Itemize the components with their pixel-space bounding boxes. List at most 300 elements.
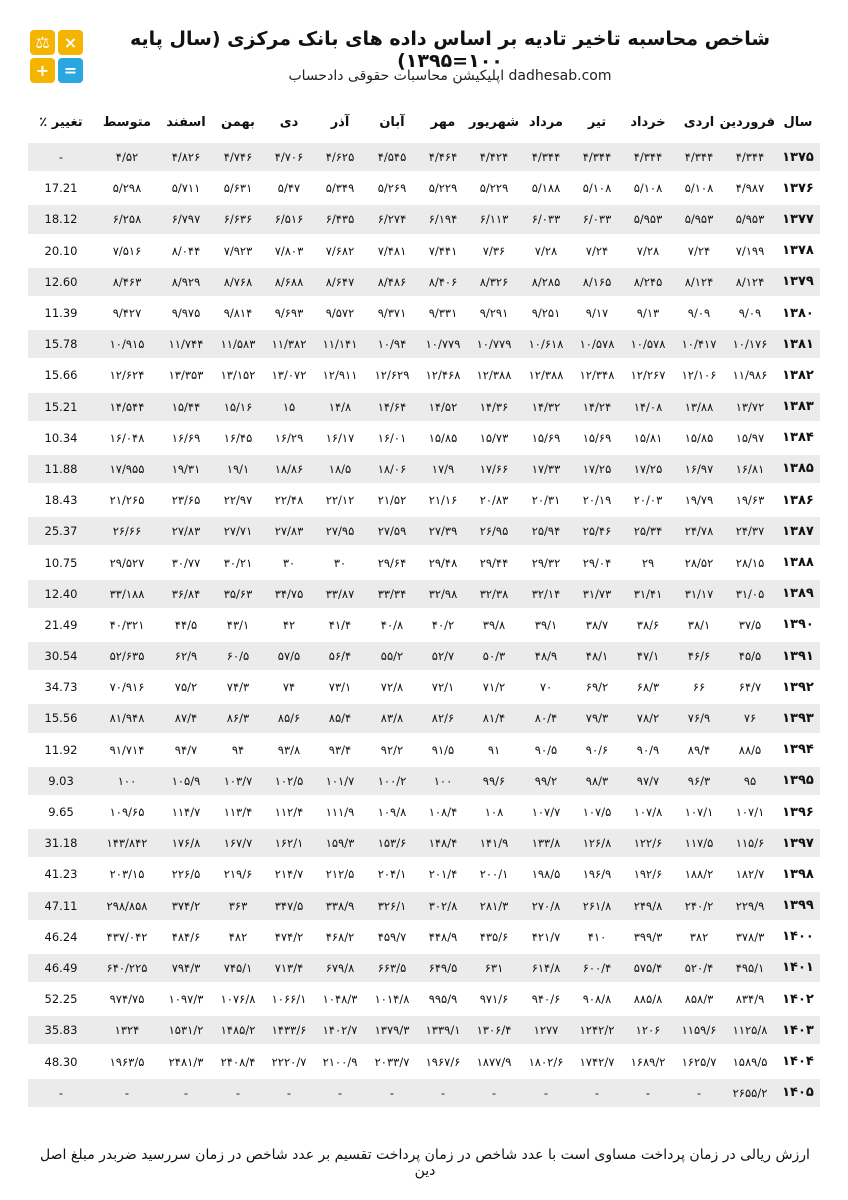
- table-cell: ۷/۲۸: [520, 237, 572, 265]
- table-cell: ۱۴۱/۹: [468, 829, 520, 857]
- table-cell: ۱۲۰۶: [622, 1016, 674, 1044]
- year-cell: ۱۳۹۰: [776, 611, 820, 639]
- table-cell: ۹۱: [468, 736, 520, 764]
- table-cell: ۱۲/۲۶۷: [622, 361, 674, 389]
- table-cell: ۲۵/۳۴: [622, 517, 674, 545]
- table-cell: ۵/۲۲۹: [468, 174, 520, 202]
- table-cell: ۱۰۳/۷: [212, 767, 264, 795]
- table-cell: -: [28, 1079, 94, 1107]
- table-cell: ۵/۱۰۸: [674, 174, 724, 202]
- table-cell: ۸۹/۴: [674, 736, 724, 764]
- table-cell: ۲۷/۷۱: [212, 517, 264, 545]
- table-cell: ۵۶/۴: [314, 642, 366, 670]
- table-cell: ۱۰/۵۷۸: [622, 330, 674, 358]
- table-cell: -: [674, 1079, 724, 1107]
- table-cell: ۵/۷۱۱: [160, 174, 212, 202]
- table-row: [28, 1016, 820, 1044]
- table-cell: ۸/۱۲۴: [724, 268, 776, 296]
- page-title: شاخص محاسبه تاخیر تادیه بر اساس داده های بانک مرکزی (سال پایه ۱۰۰=۱۳۹۵): [129, 28, 771, 72]
- table-cell: ۱۶/۲۹: [264, 424, 314, 452]
- table-cell: ۶/۵۱۶: [264, 205, 314, 233]
- table-cell: ۲۹۸/۸۵۸: [94, 892, 160, 920]
- table-cell: ۱۸۷۷/۹: [468, 1047, 520, 1075]
- table-cell: ۸/۹۲۹: [160, 268, 212, 296]
- table-cell: ۱۰۸/۴: [418, 798, 468, 826]
- table-cell: ۷۹۴/۳: [160, 954, 212, 982]
- table-row: [28, 548, 820, 576]
- table-cell: 9.03: [28, 767, 94, 795]
- year-cell: ۱۳۸۲: [776, 361, 820, 389]
- table-cell: ۹/۸۱۴: [212, 299, 264, 327]
- site-subtitle: dadhesab.com اپلیکیشن محاسبات حقوقی دادحساب: [288, 68, 612, 84]
- table-cell: ۲۹/۴۸: [418, 548, 468, 576]
- table-row: [28, 860, 820, 888]
- table-cell: ۸/۴۶۳: [94, 268, 160, 296]
- table-cell: ۱۹۸/۵: [520, 860, 572, 888]
- table-cell: ۲۶/۹۵: [468, 517, 520, 545]
- table-cell: ۷۴: [264, 673, 314, 701]
- table-cell: ۴/۶۲۵: [314, 143, 366, 171]
- table-body: [28, 143, 820, 1107]
- table-cell: ۴۰/۳۲۱: [94, 611, 160, 639]
- table-cell: ۴۸/۱: [572, 642, 622, 670]
- table-row: [28, 174, 820, 202]
- table-cell: ۹۵: [724, 767, 776, 795]
- table-cell: 46.24: [28, 923, 94, 951]
- table-cell: ۹/۱۷: [572, 299, 622, 327]
- table-cell: ۱۴/۶۴: [366, 393, 418, 421]
- table-cell: ۱۷۶/۸: [160, 829, 212, 857]
- table-cell: ۶۷۹/۸: [314, 954, 366, 982]
- table-row: [28, 954, 820, 982]
- table-cell: ۷/۶۸۲: [314, 237, 366, 265]
- table-cell: ۸۱/۹۴۸: [94, 704, 160, 732]
- table-cell: ۳۳/۱۸۸: [94, 580, 160, 608]
- table-cell: ۱۴۸۵/۲: [212, 1016, 264, 1044]
- table-cell: ۷۳/۱: [314, 673, 366, 701]
- year-cell: ۱۳۸۶: [776, 486, 820, 514]
- scale-icon: ⚖: [30, 30, 55, 55]
- year-cell: ۱۳۸۹: [776, 580, 820, 608]
- table-cell: 10.34: [28, 424, 94, 452]
- table-cell: ۹۴/۷: [160, 736, 212, 764]
- table-cell: ۶/۲۵۸: [94, 205, 160, 233]
- table-cell: ۴/۵۲: [94, 143, 160, 171]
- table-cell: ۳۳/۳۴: [366, 580, 418, 608]
- table-cell: ۲۴۰/۲: [674, 892, 724, 920]
- table-cell: ۲۹/۶۴: [366, 548, 418, 576]
- table-cell: ۵/۱۸۸: [520, 174, 572, 202]
- table-cell: ۸/۰۴۴: [160, 237, 212, 265]
- table-cell: ۳۳/۸۷: [314, 580, 366, 608]
- table-cell: 12.40: [28, 580, 94, 608]
- table-cell: ۳۲/۱۴: [520, 580, 572, 608]
- table-cell: ۸/۴۰۶: [418, 268, 468, 296]
- table-cell: ۴۰/۸: [366, 611, 418, 639]
- table-row: [28, 205, 820, 233]
- table-cell: ۲۱/۵۲: [366, 486, 418, 514]
- table-cell: ۳۹/۸: [468, 611, 520, 639]
- table-cell: ۹۴: [212, 736, 264, 764]
- table-cell: ۲۰۱/۴: [418, 860, 468, 888]
- table-row: [28, 393, 820, 421]
- table-cell: ۵۰/۳: [468, 642, 520, 670]
- table-cell: ۹۶/۳: [674, 767, 724, 795]
- table-cell: ۱۴/۸: [314, 393, 366, 421]
- table-cell: ۷۲/۱: [418, 673, 468, 701]
- table-cell: ۹۰۸/۸: [572, 985, 622, 1013]
- table-cell: ۹/۰۹: [674, 299, 724, 327]
- table-cell: ۴/۳۴۴: [724, 143, 776, 171]
- table-row: [28, 1047, 820, 1075]
- table-cell: ۷۰: [520, 673, 572, 701]
- table-cell: -: [468, 1079, 520, 1107]
- table-cell: ۱۰۰: [94, 767, 160, 795]
- table-cell: ۵/۲۲۹: [418, 174, 468, 202]
- table-cell: ۸/۲۸۵: [520, 268, 572, 296]
- table-cell: ۹۷/۷: [622, 767, 674, 795]
- table-row: [28, 361, 820, 389]
- table-cell: ۳۹۹/۳: [622, 923, 674, 951]
- table-cell: ۴/۸۲۶: [160, 143, 212, 171]
- table-cell: ۱۰۰/۲: [366, 767, 418, 795]
- table-row: [28, 580, 820, 608]
- table-cell: ۲۰۳/۱۵: [94, 860, 160, 888]
- table-cell: ۴۵۹/۷: [366, 923, 418, 951]
- table-cell: -: [28, 143, 94, 171]
- year-cell: ۱۴۰۳: [776, 1016, 820, 1044]
- table-cell: ۶۰۰/۴: [572, 954, 622, 982]
- table-cell: ۱۸/۰۶: [366, 455, 418, 483]
- table-cell: 17.21: [28, 174, 94, 202]
- table-cell: 15.21: [28, 393, 94, 421]
- table-cell: ۱۵۹/۳: [314, 829, 366, 857]
- table-cell: ۲۱/۲۶۵: [94, 486, 160, 514]
- table-cell: ۳۱/۱۷: [674, 580, 724, 608]
- year-cell: ۱۳۷۷: [776, 205, 820, 233]
- table-cell: ۲۹/۰۴: [572, 548, 622, 576]
- table-cell: -: [94, 1079, 160, 1107]
- table-cell: ۷/۴۴۱: [418, 237, 468, 265]
- table-cell: ۱۷/۲۵: [572, 455, 622, 483]
- table-cell: ۴۹۵/۱: [724, 954, 776, 982]
- table-cell: ۴۷۴/۲: [264, 923, 314, 951]
- year-cell: ۱۳۹۴: [776, 736, 820, 764]
- table-cell: 25.37: [28, 517, 94, 545]
- table-cell: ۱۱/۹۸۶: [724, 361, 776, 389]
- year-cell: ۱۴۰۴: [776, 1047, 820, 1075]
- table-cell: ۱۶۷/۷: [212, 829, 264, 857]
- table-cell: ۱۰۷/۱: [724, 798, 776, 826]
- table-cell: ۱۰۷/۱: [674, 798, 724, 826]
- table-cell: ۱۲/۶۲۹: [366, 361, 418, 389]
- table-cell: ۱۶۲۵/۷: [674, 1047, 724, 1075]
- table-cell: ۶/۰۳۳: [520, 205, 572, 233]
- table-cell: ۹۰/۶: [572, 736, 622, 764]
- table-cell: ۱۸۲/۷: [724, 860, 776, 888]
- table-cell: ۸/۲۴۵: [622, 268, 674, 296]
- table-cell: ۱۷۴۲/۷: [572, 1047, 622, 1075]
- table-cell: ۹۹/۲: [520, 767, 572, 795]
- year-cell: ۱۳۹۹: [776, 892, 820, 920]
- table-cell: ۸۱/۴: [468, 704, 520, 732]
- table-cell: ۷/۸۰۳: [264, 237, 314, 265]
- table-cell: 41.23: [28, 860, 94, 888]
- table-cell: ۱۳۰۶/۴: [468, 1016, 520, 1044]
- table-cell: ۲۴۰۸/۴: [212, 1047, 264, 1075]
- table-row: [28, 611, 820, 639]
- table-cell: ۱۶۸۹/۲: [622, 1047, 674, 1075]
- plus-icon: +: [30, 58, 55, 83]
- table-cell: ۳۱/۷۳: [572, 580, 622, 608]
- year-cell: ۱۳۸۱: [776, 330, 820, 358]
- table-cell: ۴۴/۵: [160, 611, 212, 639]
- table-cell: ۱۶۲/۱: [264, 829, 314, 857]
- table-cell: ۴/۴۲۴: [468, 143, 520, 171]
- table-cell: ۱۰/۵۷۸: [572, 330, 622, 358]
- table-cell: ۱۵/۸۵: [418, 424, 468, 452]
- table-cell: 46.49: [28, 954, 94, 982]
- table-cell: ۷/۲۸: [622, 237, 674, 265]
- table-cell: ۲۲/۴۸: [264, 486, 314, 514]
- table-cell: ۴/۵۴۵: [366, 143, 418, 171]
- year-cell: ۱۳۸۰: [776, 299, 820, 327]
- table-cell: ۱۵: [264, 393, 314, 421]
- table-cell: ۴۶۸/۲: [314, 923, 366, 951]
- table-cell: ۱۲/۳۸۸: [520, 361, 572, 389]
- table-cell: ۲۹/۳۲: [520, 548, 572, 576]
- table-cell: ۶۴/۷: [724, 673, 776, 701]
- table-cell: ۲۲۶/۵: [160, 860, 212, 888]
- table-cell: ۳۶۳: [212, 892, 264, 920]
- table-cell: ۱۰/۷۷۹: [468, 330, 520, 358]
- table-cell: ۸۸۵/۸: [622, 985, 674, 1013]
- table-cell: ۱۴/۵۲: [418, 393, 468, 421]
- table-cell: ۷/۱۹۹: [724, 237, 776, 265]
- table-cell: ۴۲۱/۷: [520, 923, 572, 951]
- table-cell: ۳۰: [264, 548, 314, 576]
- table-cell: ۱۱/۱۴۱: [314, 330, 366, 358]
- table-cell: ۲۲/۹۷: [212, 486, 264, 514]
- table-cell: 12.60: [28, 268, 94, 296]
- table-cell: ۹/۱۳: [622, 299, 674, 327]
- table-cell: ۱۰۵/۹: [160, 767, 212, 795]
- table-cell: ۱۷/۹۵۵: [94, 455, 160, 483]
- table-row: [28, 268, 820, 296]
- table-cell: ۵/۱۰۸: [572, 174, 622, 202]
- column-header: فروردین: [719, 115, 775, 130]
- table-cell: ۳۵/۶۳: [212, 580, 264, 608]
- table-cell: ۲۱۹/۶: [212, 860, 264, 888]
- table-cell: ۷/۴۸۱: [366, 237, 418, 265]
- table-cell: -: [314, 1079, 366, 1107]
- table-cell: ۷۱۳/۴: [264, 954, 314, 982]
- table-cell: ۲۰/۸۳: [468, 486, 520, 514]
- table-cell: ۱۸/۸۶: [264, 455, 314, 483]
- table-cell: ۲۷/۹۵: [314, 517, 366, 545]
- table-cell: ۲۰/۰۳: [622, 486, 674, 514]
- table-cell: ۱۴/۵۴۴: [94, 393, 160, 421]
- table-cell: ۱۵۳۱/۲: [160, 1016, 212, 1044]
- table-cell: 35.83: [28, 1016, 94, 1044]
- table-cell: ۱۳/۸۸: [674, 393, 724, 421]
- table-cell: ۳۸/۶: [622, 611, 674, 639]
- table-cell: 18.12: [28, 205, 94, 233]
- table-row: [28, 767, 820, 795]
- table-row: [28, 673, 820, 701]
- table-cell: ۱۹۶۷/۶: [418, 1047, 468, 1075]
- table-cell: ۲۴/۷۸: [674, 517, 724, 545]
- table-cell: ۷۴۵/۱: [212, 954, 264, 982]
- year-cell: ۱۳۸۵: [776, 455, 820, 483]
- table-cell: ۹۲/۲: [366, 736, 418, 764]
- year-cell: ۱۳۸۴: [776, 424, 820, 452]
- table-cell: ۴۷/۱: [622, 642, 674, 670]
- table-cell: ۱۰۷/۸: [622, 798, 674, 826]
- table-cell: ۱۴/۳۶: [468, 393, 520, 421]
- table-cell: ۹۴۰/۶: [520, 985, 572, 1013]
- table-cell: ۴۸/۹: [520, 642, 572, 670]
- table-cell: ۱۲/۹۱۱: [314, 361, 366, 389]
- table-header-row: [28, 105, 820, 140]
- table-cell: ۱۸۰۲/۶: [520, 1047, 572, 1075]
- table-cell: ۱۵/۴۴: [160, 393, 212, 421]
- table-cell: ۱۳۲۴: [94, 1016, 160, 1044]
- table-cell: ۵۲/۷: [418, 642, 468, 670]
- table-cell: ۱۴۳/۸۴۲: [94, 829, 160, 857]
- table-cell: ۱۵/۶۹: [520, 424, 572, 452]
- table-cell: ۱۱/۷۴۴: [160, 330, 212, 358]
- table-cell: ۱۶/۹۷: [674, 455, 724, 483]
- table-cell: ۹۹/۶: [468, 767, 520, 795]
- table-cell: ۱۱/۵۸۳: [212, 330, 264, 358]
- table-cell: ۱۳/۳۵۳: [160, 361, 212, 389]
- table-cell: ۱۵۸۹/۵: [724, 1047, 776, 1075]
- table-cell: 21.49: [28, 611, 94, 639]
- table-cell: ۱۵/۷۳: [468, 424, 520, 452]
- table-cell: ۱۱۵۹/۶: [674, 1016, 724, 1044]
- table-cell: ۱۳/۰۷۲: [264, 361, 314, 389]
- table-cell: 15.56: [28, 704, 94, 732]
- table-cell: ۷۵/۲: [160, 673, 212, 701]
- table-cell: ۹۸/۳: [572, 767, 622, 795]
- table-cell: ۵/۴۷: [264, 174, 314, 202]
- table-cell: ۱۷/۶۶: [468, 455, 520, 483]
- table-row: [28, 985, 820, 1013]
- table-cell: ۲۸۱/۳: [468, 892, 520, 920]
- table-cell: ۱۰۹/۶۵: [94, 798, 160, 826]
- table-cell: ۱۹۶۳/۵: [94, 1047, 160, 1075]
- table-cell: ۲۷۰/۸: [520, 892, 572, 920]
- table-cell: ۴۱۰: [572, 923, 622, 951]
- table-row: [28, 455, 820, 483]
- table-cell: ۲۹/۵۲۷: [94, 548, 160, 576]
- table-cell: ۵/۹۵۳: [674, 205, 724, 233]
- table-cell: ۴/۹۸۷: [724, 174, 776, 202]
- table-cell: ۶۱۴/۸: [520, 954, 572, 982]
- table-cell: ۶۲/۹: [160, 642, 212, 670]
- table-cell: ۳۲۶/۱: [366, 892, 418, 920]
- table-cell: ۱۶/۱۷: [314, 424, 366, 452]
- table-cell: ۵/۳۴۹: [314, 174, 366, 202]
- column-header: خرداد: [630, 115, 666, 130]
- table-cell: ۶۶: [674, 673, 724, 701]
- table-cell: ۲۴/۳۷: [724, 517, 776, 545]
- table-cell: ۵/۹۵۳: [622, 205, 674, 233]
- column-header: اردی: [683, 115, 715, 130]
- table-cell: ۳۷۴/۲: [160, 892, 212, 920]
- table-cell: ۱۲۶/۸: [572, 829, 622, 857]
- table-cell: -: [520, 1079, 572, 1107]
- table-cell: ۱۴/۰۸: [622, 393, 674, 421]
- table-cell: ۱۰/۷۷۹: [418, 330, 468, 358]
- table-cell: ۱۹/۱: [212, 455, 264, 483]
- table-cell: ۷/۹۲۳: [212, 237, 264, 265]
- table-row: [28, 923, 820, 951]
- table-cell: ۱۹/۶۳: [724, 486, 776, 514]
- table-cell: ۲۱/۱۶: [418, 486, 468, 514]
- table-cell: ۹/۴۲۷: [94, 299, 160, 327]
- table-cell: ۱۰/۹۴: [366, 330, 418, 358]
- table-cell: ۷/۲۴: [572, 237, 622, 265]
- table-cell: ۵/۶۳۱: [212, 174, 264, 202]
- year-cell: ۱۴۰۵: [776, 1079, 820, 1107]
- table-cell: ۸۶/۳: [212, 704, 264, 732]
- table-cell: ۹۱/۷۱۴: [94, 736, 160, 764]
- year-cell: ۱۳۷۹: [776, 268, 820, 296]
- table-cell: ۷/۲۴: [674, 237, 724, 265]
- table-cell: ۱۰/۱۷۶: [724, 330, 776, 358]
- table-cell: ۱۹/۳۱: [160, 455, 212, 483]
- year-cell: ۱۳۹۳: [776, 704, 820, 732]
- table-cell: ۴/۷۰۶: [264, 143, 314, 171]
- table-cell: ۳۸/۷: [572, 611, 622, 639]
- table-cell: ۷۴/۳: [212, 673, 264, 701]
- table-cell: ۳۱/۰۵: [724, 580, 776, 608]
- table-cell: 18.43: [28, 486, 94, 514]
- table-cell: ۱۱۷/۵: [674, 829, 724, 857]
- table-cell: ۴۳۵/۶: [468, 923, 520, 951]
- table-cell: ۱۷/۹: [418, 455, 468, 483]
- table-row: [28, 330, 820, 358]
- table-cell: ۹/۶۹۳: [264, 299, 314, 327]
- table-cell: ۱۳۷۹/۳: [366, 1016, 418, 1044]
- table-cell: ۸۰/۴: [520, 704, 572, 732]
- year-cell: ۱۴۰۱: [776, 954, 820, 982]
- table-cell: ۱۴/۲۴: [572, 393, 622, 421]
- table-cell: ۱۶/۸۱: [724, 455, 776, 483]
- table-cell: 9.65: [28, 798, 94, 826]
- table-cell: ۱۱۵/۶: [724, 829, 776, 857]
- table-cell: ۱۰۱۴/۸: [366, 985, 418, 1013]
- table-cell: ۱۰۶۶/۱: [264, 985, 314, 1013]
- table-cell: ۲۷/۸۳: [160, 517, 212, 545]
- table-cell: ۲۰۴/۱: [366, 860, 418, 888]
- table-cell: ۹/۲۵۱: [520, 299, 572, 327]
- table-cell: ۲۷/۵۹: [366, 517, 418, 545]
- year-cell: ۱۳۸۸: [776, 548, 820, 576]
- table-cell: ۵۷/۵: [264, 642, 314, 670]
- table-cell: ۲۴۹/۸: [622, 892, 674, 920]
- table-cell: ۶/۶۳۶: [212, 205, 264, 233]
- table-cell: ۱۳۳۹/۱: [418, 1016, 468, 1044]
- table-cell: ۱۰۴۸/۳: [314, 985, 366, 1013]
- table-row: [28, 798, 820, 826]
- column-header: آبان: [379, 115, 405, 130]
- column-header: متوسط: [102, 115, 152, 130]
- table-cell: ۲۸/۵۲: [674, 548, 724, 576]
- table-cell: ۹/۰۹: [724, 299, 776, 327]
